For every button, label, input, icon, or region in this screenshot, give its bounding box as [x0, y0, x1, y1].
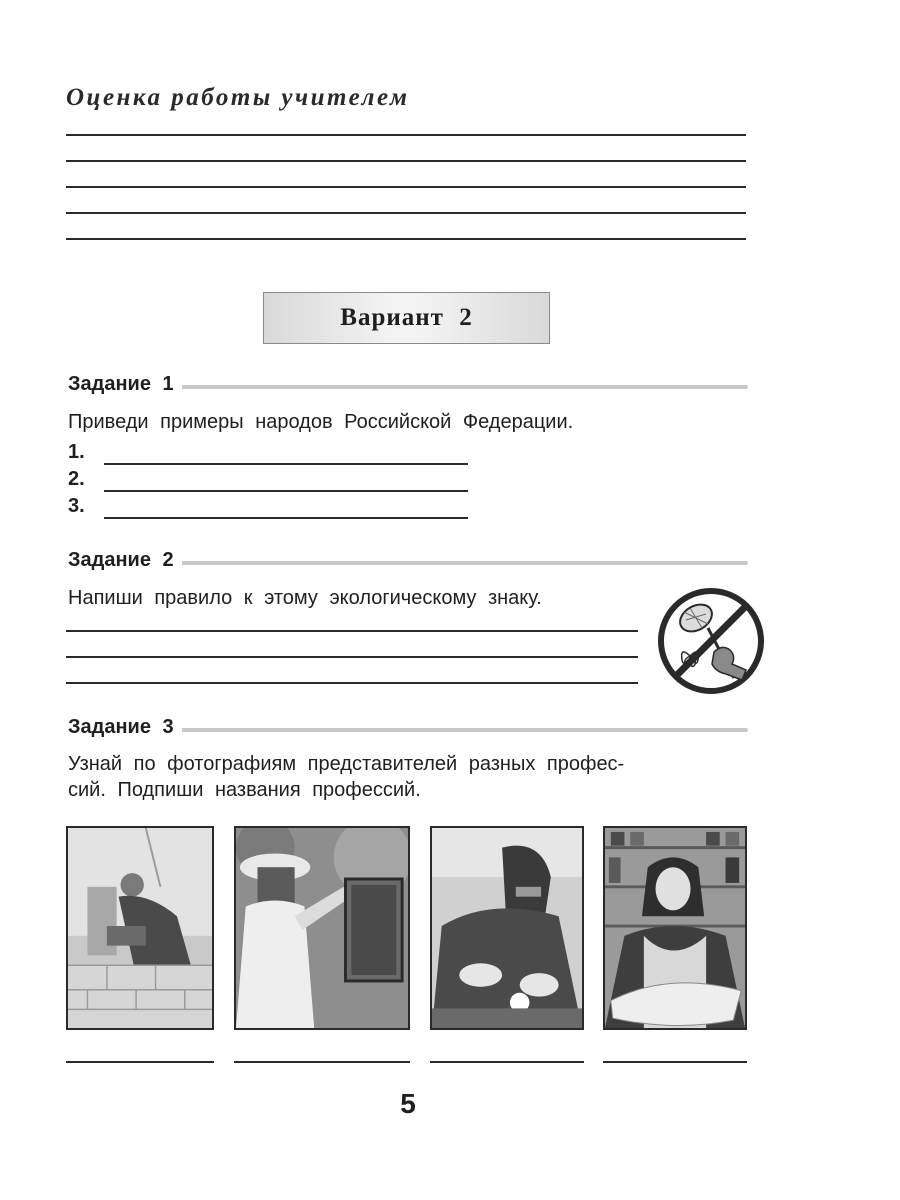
profession-answer-line[interactable]: [66, 1061, 214, 1063]
task-1-answer-item: [68, 468, 478, 494]
seller-photo: [603, 826, 747, 1030]
task-2-header: [68, 549, 748, 575]
answer-line[interactable]: [104, 463, 468, 465]
answer-number: 3.: [68, 495, 85, 517]
task-3-prompt-line-2: сий. Подпиши названия профессий.: [68, 779, 421, 801]
beekeeper-photo: [234, 826, 410, 1030]
task-3-prompt-line-1: Узнай по фотографиям представителей разных профес-: [68, 753, 625, 775]
task-2-prompt: Напиши правило к этому экологическому знаку.: [68, 587, 542, 609]
task-1-label: Задание 1: [68, 373, 182, 396]
task-1-header: [68, 373, 748, 399]
task-3-label: Задание 3: [68, 716, 182, 739]
no-butterfly-catching-icon: [656, 586, 766, 696]
task-3-header: [68, 716, 748, 742]
bricklayer-photo: [66, 826, 214, 1030]
answer-number: 2.: [68, 468, 85, 490]
profession-answer-line[interactable]: [603, 1061, 747, 1063]
teacher-answer-line[interactable]: [66, 134, 746, 136]
page-number: 5: [400, 1088, 416, 1119]
task-2-label: Задание 2: [68, 549, 182, 572]
teacher-answer-line[interactable]: [66, 212, 746, 214]
teacher-answer-line[interactable]: [66, 160, 746, 162]
teacher-answer-line[interactable]: [66, 186, 746, 188]
answer-line[interactable]: [66, 630, 638, 632]
teacher-answer-line[interactable]: [66, 238, 746, 240]
answer-line[interactable]: [66, 656, 638, 658]
answer-number: 1.: [68, 441, 85, 463]
answer-line[interactable]: [104, 517, 468, 519]
variant-heading: Вариант 2: [263, 292, 550, 344]
task-1-prompt: Приведи примеры народов Российской Федерации.: [68, 411, 574, 433]
task-1-answer-item: [68, 441, 478, 467]
teacher-evaluation-title: Оценка работы учителем: [66, 84, 410, 111]
welder-photo: [430, 826, 584, 1030]
profession-answer-line[interactable]: [234, 1061, 410, 1063]
answer-line[interactable]: [104, 490, 468, 492]
profession-answer-line[interactable]: [430, 1061, 584, 1063]
task-1-answer-item: [68, 495, 478, 521]
answer-line[interactable]: [66, 682, 638, 684]
